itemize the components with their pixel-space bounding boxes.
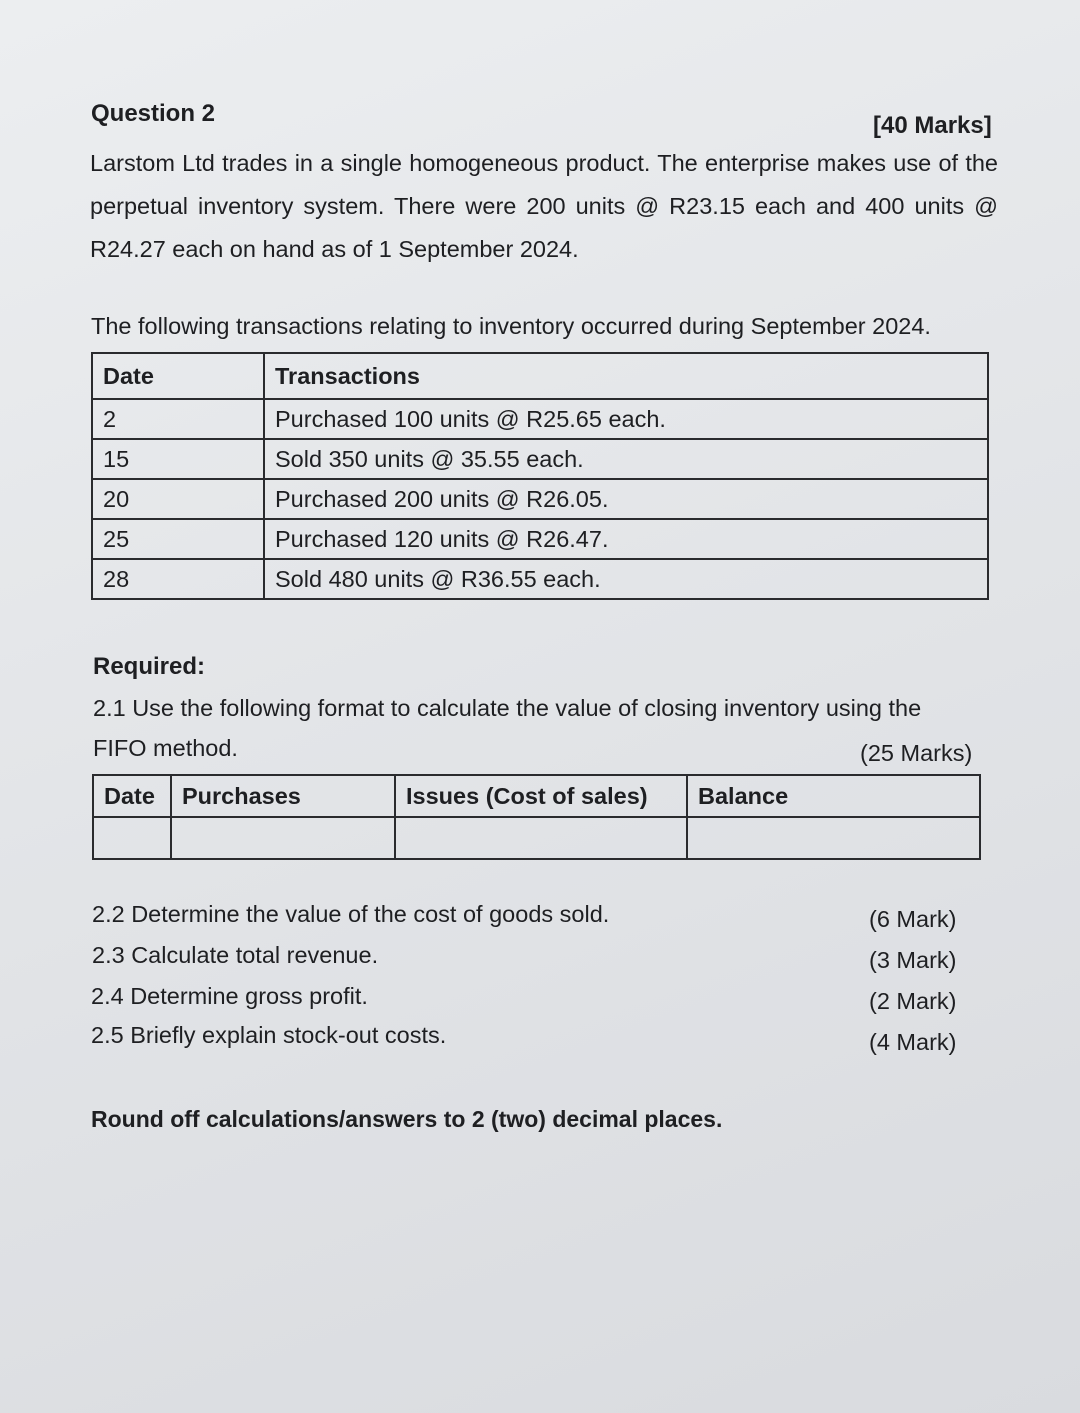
question-2-2-marks: (6 Mark) <box>869 906 957 932</box>
question-marks: [40 Marks] <box>873 112 992 139</box>
question-2-4-marks: (2 Mark) <box>869 988 957 1014</box>
row-transaction: Sold 350 units @ 35.55 each. <box>264 439 988 479</box>
row-transaction: Purchased 100 units @ R25.65 each. <box>264 399 988 439</box>
table-header-row <box>93 775 980 817</box>
empty-cell <box>687 817 980 859</box>
question-title: Question 2 <box>91 100 216 127</box>
row-date: 2 <box>92 399 264 439</box>
question-2-5: 2.5 Briefly explain stock-out costs. <box>91 1022 447 1048</box>
question-2-3: 2.3 Calculate total revenue. <box>92 942 379 968</box>
row-transaction: Purchased 200 units @ R26.05. <box>264 479 988 519</box>
question-2-5-marks: (4 Mark) <box>869 1029 957 1055</box>
row-transaction: Sold 480 units @ R36.55 each. <box>264 559 988 599</box>
empty-cell <box>395 817 687 859</box>
question-2-3-marks: (3 Mark) <box>869 947 957 973</box>
required-heading: Required: <box>93 653 206 680</box>
question-2-1-line1: 2.1 Use the following format to calculate the value of closing inventory using the <box>93 695 922 721</box>
table-row <box>92 519 988 559</box>
question-paragraph: Larstom Ltd trades in a single homogeneous product. The enterprise makes use of the perpetual inventory system. There were 200 units @ R23.15 each and 400 units @ R24.27 each on hand as of 1 September 2024. <box>90 150 998 262</box>
header-date: Date <box>92 353 264 399</box>
header-issues: Issues (Cost of sales) <box>395 775 687 817</box>
header-purchases: Purchases <box>171 775 395 817</box>
question-2-1-line2: FIFO method. <box>93 735 238 761</box>
table-row <box>93 817 980 859</box>
header-date: Date <box>93 775 171 817</box>
table-row <box>92 439 988 479</box>
rounding-instruction: Round off calculations/answers to 2 (two) decimal places. <box>91 1106 723 1132</box>
question-2-1-marks: (25 Marks) <box>860 740 973 766</box>
empty-cell <box>93 817 171 859</box>
header-transactions: Transactions <box>264 353 988 399</box>
transactions-table <box>91 352 989 600</box>
row-date: 20 <box>92 479 264 519</box>
table-row <box>92 559 988 599</box>
fifo-format-table <box>92 774 981 860</box>
row-date: 28 <box>92 559 264 599</box>
row-date: 25 <box>92 519 264 559</box>
empty-cell <box>171 817 395 859</box>
question-2-4: 2.4 Determine gross profit. <box>91 983 368 1009</box>
table-row <box>92 399 988 439</box>
transactions-intro: The following transactions relating to inventory occurred during September 2024. <box>91 313 931 339</box>
row-date: 15 <box>92 439 264 479</box>
table-header-row <box>92 353 988 399</box>
table-row <box>92 479 988 519</box>
header-balance: Balance <box>687 775 980 817</box>
row-transaction: Purchased 120 units @ R26.47. <box>264 519 988 559</box>
question-2-2: 2.2 Determine the value of the cost of goods sold. <box>92 901 610 927</box>
